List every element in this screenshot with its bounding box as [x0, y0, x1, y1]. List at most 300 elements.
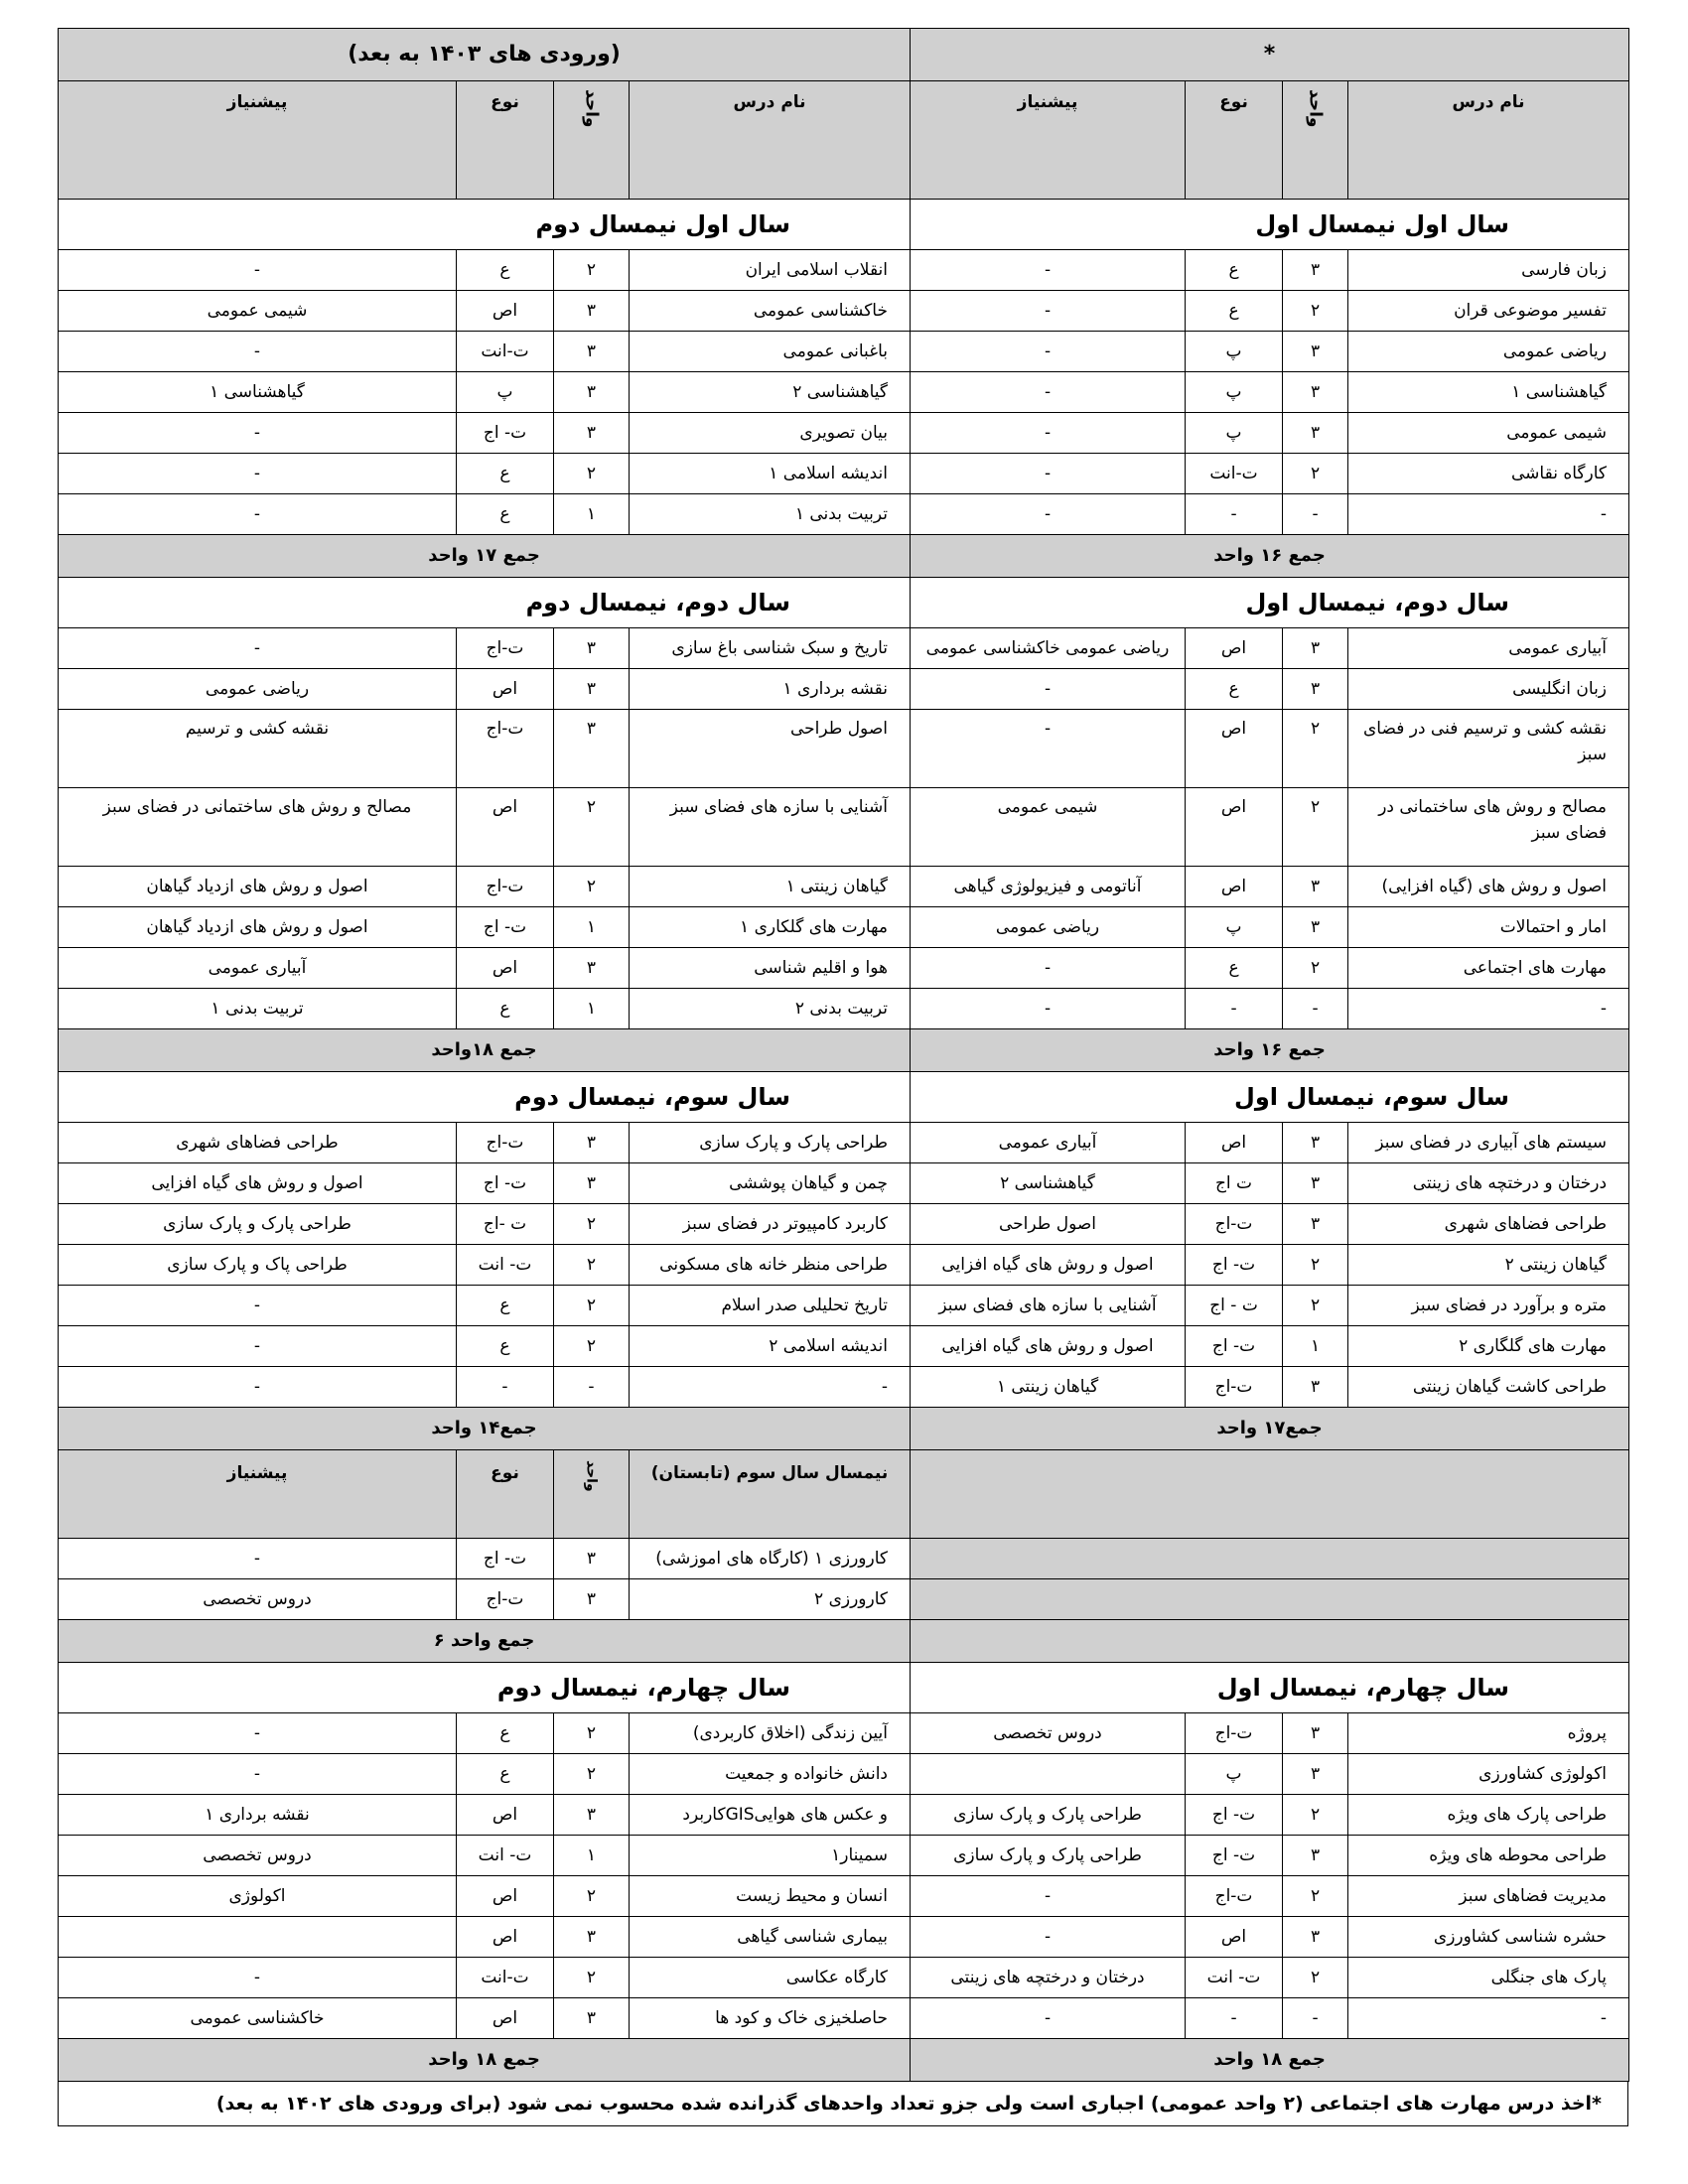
- course-units: ۳: [554, 1163, 630, 1204]
- summer-sum: جمع واحد ۶: [59, 1620, 911, 1663]
- course-units: ۲: [554, 1754, 630, 1795]
- semester-sum-left: جمع۱۴ واحد: [59, 1408, 911, 1450]
- course-prereq: -: [59, 1286, 457, 1326]
- course-prereq: آشنایی با سازه های فضای سبز: [911, 1286, 1186, 1326]
- course-name: نقشه برداری ۱: [630, 669, 911, 710]
- course-units: ۲: [1283, 1245, 1348, 1286]
- course-name: طراحی پارک و پارک سازی: [630, 1123, 911, 1163]
- course-name: دانش خانواده و جمعیت: [630, 1754, 911, 1795]
- course-units: ۳: [1283, 1836, 1348, 1876]
- course-units: ۳: [1283, 1367, 1348, 1408]
- course-prereq: طراحی فضاهای شهری: [59, 1123, 457, 1163]
- course-prereq: گیاهشناسی ۱: [59, 372, 457, 413]
- course-units: ۲: [554, 867, 630, 907]
- course-type: ت -اج: [457, 1204, 554, 1245]
- course-type: ت اج: [1186, 1163, 1283, 1204]
- course-units: ۲: [554, 1958, 630, 1998]
- course-prereq: -: [59, 628, 457, 669]
- course-units: ۳: [1283, 628, 1348, 669]
- course-prereq: اصول و روش های گیاه افزایی: [911, 1326, 1186, 1367]
- summer-sum-row: [59, 1620, 1629, 1663]
- course-units: ۳: [1283, 1123, 1348, 1163]
- course-type: ع: [1186, 669, 1283, 710]
- course-units: ۳: [1283, 1204, 1348, 1245]
- course-units: ۳: [554, 710, 630, 788]
- header-row: [59, 81, 1629, 200]
- course-units: ۳: [554, 1998, 630, 2039]
- course-type: پ: [1186, 907, 1283, 948]
- semester-sum-right: جمع۱۷ واحد: [911, 1408, 1629, 1450]
- course-name: آبیاری عمومی: [1348, 628, 1629, 669]
- header-course-name: نام درس: [1348, 81, 1629, 200]
- course-row: [59, 1754, 1629, 1795]
- course-prereq: گیاهان زینتی ۱: [911, 1367, 1186, 1408]
- course-name: -: [1348, 989, 1629, 1029]
- course-prereq: نقشه کشی و ترسیم: [59, 710, 457, 788]
- course-units: ۲: [554, 1245, 630, 1286]
- course-type: اص: [457, 291, 554, 332]
- course-name: گیاهشناسی ۱: [1348, 372, 1629, 413]
- header-type: نوع: [457, 81, 554, 200]
- course-name: اندیشه اسلامی ۲: [630, 1326, 911, 1367]
- course-type: ت-اج: [457, 710, 554, 788]
- course-type: ت- اج: [457, 413, 554, 454]
- course-units: ۳: [1283, 332, 1348, 372]
- course-units: ۲: [554, 1204, 630, 1245]
- course-prereq: -: [59, 1326, 457, 1367]
- course-prereq: ریاضی عمومی: [911, 907, 1186, 948]
- course-prereq: شیمی عمومی: [59, 291, 457, 332]
- course-units: -: [1283, 494, 1348, 535]
- course-type: پ: [1186, 332, 1283, 372]
- course-name: کارگاه عکاسی: [630, 1958, 911, 1998]
- summer-header-type: نوع: [457, 1450, 554, 1539]
- course-type: اص: [457, 1998, 554, 2039]
- semester-sum-right: جمع ۱۶ واحد: [911, 535, 1629, 578]
- course-units: ۲: [554, 250, 630, 291]
- course-name: کارگاه نقاشی: [1348, 454, 1629, 494]
- course-units: ۱: [554, 907, 630, 948]
- course-name: انسان و محیط زیست: [630, 1876, 911, 1917]
- course-row: [59, 669, 1629, 710]
- course-name: درختان و درختچه های زینتی: [1348, 1163, 1629, 1204]
- summer-header-prereq: پیشنیاز: [59, 1450, 457, 1539]
- summer-course-row: [59, 1539, 1629, 1579]
- course-type: ت-اج: [1186, 1876, 1283, 1917]
- course-name: باغبانی عمومی: [630, 332, 911, 372]
- course-name: کاربرد کامپیوتر در فضای سبز: [630, 1204, 911, 1245]
- course-units: ۳: [554, 1795, 630, 1836]
- course-type: اص: [1186, 628, 1283, 669]
- course-type: پ: [457, 372, 554, 413]
- course-units: ۳: [554, 372, 630, 413]
- course-type: اص: [457, 1917, 554, 1958]
- course-type: ع: [1186, 250, 1283, 291]
- summer-header-blank: [911, 1450, 1629, 1539]
- course-row: [59, 413, 1629, 454]
- course-prereq: -: [911, 710, 1186, 788]
- course-prereq: اکولوژی: [59, 1876, 457, 1917]
- summer-blank: [911, 1539, 1629, 1579]
- course-prereq: -: [911, 1876, 1186, 1917]
- course-name: ریاضی عمومی: [1348, 332, 1629, 372]
- summer-blank: [911, 1579, 1629, 1620]
- course-units: ۳: [554, 1123, 630, 1163]
- curriculum-sheet: [58, 28, 1628, 2126]
- course-type: ع: [457, 1326, 554, 1367]
- course-prereq: نقشه برداری ۱: [59, 1795, 457, 1836]
- course-row: [59, 1163, 1629, 1204]
- course-type: اص: [1186, 788, 1283, 867]
- course-prereq: گیاهشناسی ۲: [911, 1163, 1186, 1204]
- semester-sum-left: جمع ۱۷ واحد: [59, 535, 911, 578]
- course-name: پروژه: [1348, 1713, 1629, 1754]
- course-name: -: [1348, 1998, 1629, 2039]
- course-row: [59, 710, 1629, 788]
- course-row: [59, 1836, 1629, 1876]
- summer-header-row: [59, 1450, 1629, 1539]
- course-row: [59, 989, 1629, 1029]
- banner-star: *: [911, 29, 1629, 81]
- course-prereq: -: [911, 372, 1186, 413]
- course-row: [59, 494, 1629, 535]
- course-name: تاریخ و سبک شناسی باغ سازی: [630, 628, 911, 669]
- course-prereq: -: [911, 291, 1186, 332]
- course-units: -: [1283, 989, 1348, 1029]
- course-name: طراحی محوطه های ویژه: [1348, 1836, 1629, 1876]
- course-name: گیاهان زینتی ۲: [1348, 1245, 1629, 1286]
- course-name: گیاهان زینتی ۱: [630, 867, 911, 907]
- course-prereq: -: [59, 454, 457, 494]
- course-type: ت-اج: [457, 867, 554, 907]
- summer-sum-blank: [911, 1620, 1629, 1663]
- course-type: ت- اج: [457, 907, 554, 948]
- course-type: ت - اج: [1186, 1286, 1283, 1326]
- course-units: ۳: [1283, 907, 1348, 948]
- course-prereq: اصول و روش های ازدیاد گیاهان: [59, 867, 457, 907]
- course-row: [59, 454, 1629, 494]
- course-prereq: طراحی پارک و پارک سازی: [911, 1836, 1186, 1876]
- course-units: ۳: [1283, 1163, 1348, 1204]
- course-type: ت-اج: [1186, 1204, 1283, 1245]
- banner-row: [59, 29, 1629, 81]
- semester-title-left: سال اول نیمسال دوم: [59, 200, 911, 250]
- course-type: اص: [457, 788, 554, 867]
- course-name: طراحی کاشت گیاهان زینتی: [1348, 1367, 1629, 1408]
- course-units: ۳: [554, 948, 630, 989]
- course-units: ۳: [554, 291, 630, 332]
- course-row: [59, 1713, 1629, 1754]
- course-row: [59, 372, 1629, 413]
- course-name: حشره شناسی کشاورزی: [1348, 1917, 1629, 1958]
- course-type: ت-انت: [457, 1958, 554, 1998]
- course-name: مصالح و روش های ساختمانی در فضای سبز: [1348, 788, 1629, 867]
- course-name: امار و احتمالات: [1348, 907, 1629, 948]
- course-row: [59, 1917, 1629, 1958]
- semester-sum-row: [59, 1029, 1629, 1072]
- course-type: ع: [457, 1754, 554, 1795]
- header-type: نوع: [1186, 81, 1283, 200]
- course-row: [59, 628, 1629, 669]
- course-prereq: دروس تخصصی: [59, 1579, 457, 1620]
- course-row: [59, 1876, 1629, 1917]
- course-prereq: -: [59, 250, 457, 291]
- course-row: [59, 250, 1629, 291]
- course-prereq: دروس تخصصی: [911, 1713, 1186, 1754]
- course-prereq: -: [59, 1539, 457, 1579]
- course-units: -: [1283, 1998, 1348, 2039]
- course-type: ت- اج: [1186, 1795, 1283, 1836]
- course-units: ۲: [1283, 1876, 1348, 1917]
- course-type: ت- انت: [1186, 1958, 1283, 1998]
- course-units: ۳: [1283, 372, 1348, 413]
- course-type: -: [1186, 989, 1283, 1029]
- course-name: مهارت های گلکاری ۱: [630, 907, 911, 948]
- course-prereq: -: [59, 332, 457, 372]
- course-name: هوا و اقلیم شناسی: [630, 948, 911, 989]
- course-type: ت-انت: [1186, 454, 1283, 494]
- course-units: ۲: [1283, 948, 1348, 989]
- course-units: ۳: [554, 1539, 630, 1579]
- course-prereq: -: [911, 1998, 1186, 2039]
- course-prereq: -: [59, 1713, 457, 1754]
- course-name: تربیت بدنی ۱: [630, 494, 911, 535]
- course-name: مدیریت فضاهای سبز: [1348, 1876, 1629, 1917]
- course-prereq: -: [59, 413, 457, 454]
- semester-title-row: [59, 578, 1629, 628]
- course-prereq: درختان و درختچه های زینتی: [911, 1958, 1186, 1998]
- semester-sum-right: جمع ۱۸ واحد: [911, 2039, 1629, 2082]
- course-name: بیان تصویری: [630, 413, 911, 454]
- course-type: ت- اج: [457, 1539, 554, 1579]
- course-row: [59, 867, 1629, 907]
- course-name: اکولوژی کشاورزی: [1348, 1754, 1629, 1795]
- course-prereq: طراحی پارک و پارک سازی: [911, 1795, 1186, 1836]
- course-name: اصول و روش های (گیاه افزایی): [1348, 867, 1629, 907]
- course-units: ۱: [554, 494, 630, 535]
- footnote: *اخذ درس مهارت های اجتماعی (۲ واحد عمومی) اجباری است ولی جزو تعداد واحدهای گذرانده شده محسوب نمی شود (برای ورودی های ۱۴۰۲ به بعد): [58, 2082, 1628, 2126]
- course-units: ۲: [1283, 454, 1348, 494]
- course-prereq: تربیت بدنی ۱: [59, 989, 457, 1029]
- course-row: [59, 1123, 1629, 1163]
- course-prereq: خاکشناسی عمومی: [59, 1998, 457, 2039]
- course-type: پ: [1186, 372, 1283, 413]
- course-units: ۳: [554, 413, 630, 454]
- course-name: چمن و گیاهان پوششی: [630, 1163, 911, 1204]
- course-prereq: -: [59, 494, 457, 535]
- course-prereq: -: [59, 1754, 457, 1795]
- course-prereq: -: [911, 1917, 1186, 1958]
- course-units: ۳: [1283, 867, 1348, 907]
- course-units: ۲: [1283, 1958, 1348, 1998]
- banner-title: (ورودی های ۱۴۰۳ به بعد): [59, 29, 911, 81]
- course-units: ۳: [554, 1579, 630, 1620]
- summer-units-label: واحد: [583, 1460, 600, 1492]
- course-type: ت- اج: [1186, 1836, 1283, 1876]
- course-units: ۳: [1283, 413, 1348, 454]
- semester-title-row: [59, 1072, 1629, 1123]
- course-type: ع: [1186, 291, 1283, 332]
- course-name: تفسیر موضوعی قران: [1348, 291, 1629, 332]
- course-name: مهارت های گلگاری ۲: [1348, 1326, 1629, 1367]
- header-units-label: واحد: [1305, 89, 1326, 128]
- semester-title-left: سال چهارم، نیمسال دوم: [59, 1663, 911, 1713]
- course-prereq: اصول و روش های گیاه افزایی: [911, 1245, 1186, 1286]
- course-type: ع: [457, 1713, 554, 1754]
- semester-sum-row: [59, 2039, 1629, 2082]
- course-units: ۳: [554, 669, 630, 710]
- header-prereq: پیشنیاز: [911, 81, 1186, 200]
- course-prereq: [911, 1754, 1186, 1795]
- course-name: گیاهشناسی ۲: [630, 372, 911, 413]
- course-name: طراحی فضاهای شهری: [1348, 1204, 1629, 1245]
- course-type: ت-اج: [457, 1579, 554, 1620]
- course-row: [59, 907, 1629, 948]
- course-row: [59, 1245, 1629, 1286]
- course-units: ۱: [1283, 1326, 1348, 1367]
- course-units: ۱: [554, 989, 630, 1029]
- course-type: -: [1186, 494, 1283, 535]
- course-row: [59, 1795, 1629, 1836]
- course-name: انقلاب اسلامی ایران: [630, 250, 911, 291]
- course-units: ۲: [554, 1286, 630, 1326]
- course-units: ۲: [554, 454, 630, 494]
- header-course-name: نام درس: [630, 81, 911, 200]
- course-type: ع: [457, 989, 554, 1029]
- semester-title-left: سال سوم، نیمسال دوم: [59, 1072, 911, 1123]
- course-prereq: -: [911, 332, 1186, 372]
- course-type: ت- اج: [457, 1163, 554, 1204]
- course-name: متره و برآورد در فضای سبز: [1348, 1286, 1629, 1326]
- course-type: -: [457, 1367, 554, 1408]
- course-prereq: -: [911, 948, 1186, 989]
- course-type: ت- اج: [1186, 1245, 1283, 1286]
- course-name: طراحی پارک های ویژه: [1348, 1795, 1629, 1836]
- course-name: -: [630, 1367, 911, 1408]
- course-name: تاریخ تحلیلی صدر اسلام: [630, 1286, 911, 1326]
- course-type: ع: [457, 250, 554, 291]
- course-prereq: آبیاری عمومی: [911, 1123, 1186, 1163]
- course-name: نقشه کشی و ترسیم فنی در فضای سبز: [1348, 710, 1629, 788]
- course-prereq: آبیاری عمومی: [59, 948, 457, 989]
- course-prereq: طراحی پارک و پارک سازی: [59, 1204, 457, 1245]
- course-units: ۳: [1283, 1713, 1348, 1754]
- course-prereq: -: [911, 669, 1186, 710]
- course-units: ۳: [554, 1917, 630, 1958]
- course-prereq: -: [59, 1958, 457, 1998]
- course-units: ۲: [1283, 788, 1348, 867]
- course-row: [59, 1998, 1629, 2039]
- course-row: [59, 332, 1629, 372]
- semester-sum-left: جمع ۱۸واحد: [59, 1029, 911, 1072]
- course-type: اص: [457, 1876, 554, 1917]
- semester-title-right: سال چهارم، نیمسال اول: [911, 1663, 1629, 1713]
- course-row: [59, 291, 1629, 332]
- summer-course-row: [59, 1579, 1629, 1620]
- course-units: ۲: [554, 788, 630, 867]
- course-name: بیماری شناسی گیاهی: [630, 1917, 911, 1958]
- course-units: ۳: [1283, 1754, 1348, 1795]
- course-type: اص: [457, 948, 554, 989]
- course-units: ۳: [1283, 250, 1348, 291]
- semester-title-right: سال اول نیمسال اول: [911, 200, 1629, 250]
- curriculum-table: [58, 28, 1629, 2082]
- course-prereq: شیمی عمومی: [911, 788, 1186, 867]
- course-prereq: ریاضی عمومی خاکشناسی عمومی: [911, 628, 1186, 669]
- course-prereq: اصول طراحی: [911, 1204, 1186, 1245]
- course-units: ۲: [554, 1326, 630, 1367]
- semester-sum-row: [59, 535, 1629, 578]
- course-row: [59, 1958, 1629, 1998]
- course-name: اندیشه اسلامی ۱: [630, 454, 911, 494]
- course-name: تربیت بدنی ۲: [630, 989, 911, 1029]
- course-prereq: -: [59, 1367, 457, 1408]
- course-prereq: طراحی پاک و پارک سازی: [59, 1245, 457, 1286]
- course-units: ۲: [1283, 710, 1348, 788]
- semester-title-row: [59, 1663, 1629, 1713]
- course-type: پ: [1186, 1754, 1283, 1795]
- course-type: ت- اج: [1186, 1326, 1283, 1367]
- course-name: زبان فارسی: [1348, 250, 1629, 291]
- course-type: ت-اج: [457, 1123, 554, 1163]
- course-name: پارک های جنگلی: [1348, 1958, 1629, 1998]
- course-type: ع: [457, 1286, 554, 1326]
- course-row: [59, 788, 1629, 867]
- course-name: طراحی منظر خانه های مسکونی: [630, 1245, 911, 1286]
- course-type: ت-انت: [457, 332, 554, 372]
- course-type: ت-اج: [1186, 1367, 1283, 1408]
- course-name: شیمی عمومی: [1348, 413, 1629, 454]
- course-units: ۲: [1283, 1795, 1348, 1836]
- course-row: [59, 1204, 1629, 1245]
- semester-sum-row: [59, 1408, 1629, 1450]
- header-units: [554, 81, 630, 200]
- course-row: [59, 948, 1629, 989]
- course-prereq: -: [911, 413, 1186, 454]
- course-units: ۲: [554, 1876, 630, 1917]
- summer-header-units: [554, 1450, 630, 1539]
- semester-title-right: سال دوم، نیمسال اول: [911, 578, 1629, 628]
- course-name: کارورزی ۱ (کارگاه های اموزشی): [630, 1539, 911, 1579]
- header-prereq: پیشنیاز: [59, 81, 457, 200]
- course-type: ت- انت: [457, 1245, 554, 1286]
- course-row: [59, 1326, 1629, 1367]
- course-type: اص: [1186, 867, 1283, 907]
- course-name: زبان انگلیسی: [1348, 669, 1629, 710]
- course-units: ۳: [554, 628, 630, 669]
- course-name: خاکشناسی عمومی: [630, 291, 911, 332]
- semester-sum-right: جمع ۱۶ واحد: [911, 1029, 1629, 1072]
- course-name: اصول طراحی: [630, 710, 911, 788]
- course-units: ۲: [1283, 1286, 1348, 1326]
- course-type: ت-اج: [457, 628, 554, 669]
- course-type: اص: [1186, 1123, 1283, 1163]
- course-prereq: دروس تخصصی: [59, 1836, 457, 1876]
- course-type: -: [1186, 1998, 1283, 2039]
- course-units: -: [554, 1367, 630, 1408]
- semester-title-row: [59, 200, 1629, 250]
- course-name: -: [1348, 494, 1629, 535]
- course-units: ۲: [1283, 291, 1348, 332]
- semester-title-left: سال دوم، نیمسال دوم: [59, 578, 911, 628]
- course-prereq: اصول و روش های گیاه افزایی: [59, 1163, 457, 1204]
- course-type: اص: [457, 669, 554, 710]
- course-type: ع: [457, 494, 554, 535]
- course-prereq: -: [911, 250, 1186, 291]
- summer-title: نیمسال سال سوم (تابستان): [630, 1450, 911, 1539]
- header-units: [1283, 81, 1348, 200]
- course-type: پ: [1186, 413, 1283, 454]
